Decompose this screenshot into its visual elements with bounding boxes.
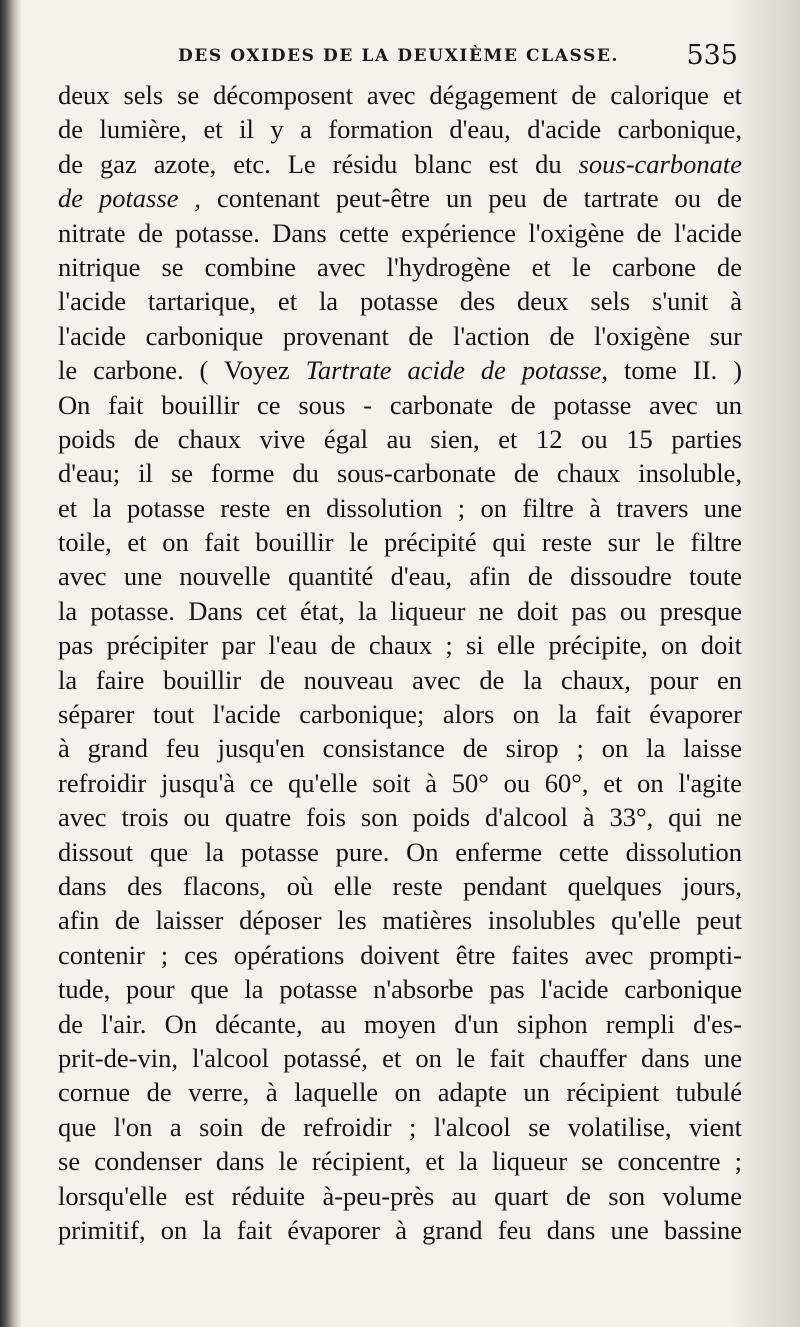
text-segment: et la potasse reste en dissolution ; on filtre à travers une	[58, 492, 742, 523]
text-segment: de l'air. On décante, au moyen d'un siphon rempli d'es-	[58, 1008, 742, 1039]
text-line	[58, 835, 742, 869]
text-segment: pas précipiter par l'eau de chaux ; si elle précipite, on doit	[58, 630, 742, 661]
text-line	[58, 1007, 742, 1041]
text-segment: d'eau; il se forme du sous-carbonate de chaux insoluble,	[58, 458, 742, 489]
body-text	[58, 78, 742, 1247]
text-segment: primitif, on la fait évaporer à grand feu dans une bassine	[58, 1214, 742, 1245]
text-segment: On fait bouillir ce sous - carbonate de potasse avec un	[58, 389, 742, 420]
text-line	[58, 250, 742, 284]
text-segment: contenir ; ces opérations doivent être faites avec prompti-	[58, 939, 742, 970]
text-segment: à grand feu jusqu'en consistance de sirop ; on la laisse	[58, 733, 742, 764]
running-head	[60, 40, 746, 80]
text-segment: dissout que la potasse pure. On enferme cette dissolution	[58, 836, 742, 867]
text-segment: séparer tout l'acide carbonique; alors on la fait évaporer	[58, 699, 742, 730]
text-line	[58, 1110, 742, 1144]
text-segment: afin de laisser déposer les matières insolubles qu'elle peut	[58, 905, 742, 936]
text-line	[58, 938, 742, 972]
text-line	[58, 491, 742, 525]
page-gutter-shadow	[0, 0, 22, 1327]
italic-text: sous-carbonate	[578, 148, 742, 179]
text-segment: contenant peut-être un peu de tartrate ou de	[201, 183, 742, 214]
text-line	[58, 594, 742, 628]
text-line	[58, 1075, 742, 1109]
text-segment: de gaz azote, etc. Le résidu blanc est du	[58, 148, 579, 179]
text-segment: prit-de-vin, l'alcool potassé, et on le fait chauffer dans une	[58, 1042, 742, 1073]
text-line	[58, 903, 742, 937]
text-line	[58, 112, 742, 146]
text-segment: deux sels se décomposent avec dégagement de calorique et	[58, 80, 742, 110]
text-line	[58, 319, 742, 353]
text-line	[58, 697, 742, 731]
text-segment: nitrate de potasse. Dans cette expérience l'oxigène de l'acide	[58, 217, 742, 248]
text-segment: la faire bouillir de nouveau avec de la chaux, pour en	[58, 664, 742, 695]
running-title: DES OXIDES DE LA DEUXIÈME CLASSE.	[178, 46, 619, 66]
text-segment: avec trois ou quatre fois son poids d'alcool à 33°, qui ne	[58, 802, 742, 833]
text-segment: la potasse. Dans cet état, la liqueur ne doit pas ou presque	[58, 595, 742, 626]
text-line	[58, 800, 742, 834]
text-segment: lorsqu'elle est réduite à-peu-près au quart de son volume	[58, 1180, 742, 1211]
text-line	[58, 663, 742, 697]
page-number: 535	[686, 40, 738, 71]
text-line	[58, 1041, 742, 1075]
text-line	[58, 525, 742, 559]
text-line	[58, 147, 742, 181]
text-segment: , tome II. )	[601, 355, 742, 386]
text-line	[58, 422, 742, 456]
text-segment: avec une nouvelle quantité d'eau, afin de dissoudre toute	[58, 561, 742, 592]
text-line	[58, 972, 742, 1006]
text-segment: se condenser dans le récipient, et la liqueur se concentre ;	[58, 1146, 742, 1177]
text-segment: dans des flacons, où elle reste pendant quelques jours,	[58, 870, 742, 901]
text-line	[58, 353, 742, 387]
text-segment: de lumière, et il y a formation d'eau, d'acide carbonique,	[58, 114, 742, 145]
text-line	[58, 284, 742, 318]
text-segment: l'acide carbonique provenant de l'action de l'oxigène sur	[58, 320, 742, 351]
text-segment: toile, et on fait bouillir le précipité qui reste sur le filtre	[58, 527, 742, 558]
text-line	[58, 731, 742, 765]
text-line	[58, 388, 742, 422]
text-line	[58, 1144, 742, 1178]
text-line	[58, 1213, 742, 1247]
text-line	[58, 559, 742, 593]
text-segment: refroidir jusqu'à ce qu'elle soit à 50° ou 60°, et on l'agite	[58, 767, 742, 798]
text-line	[58, 869, 742, 903]
text-line	[58, 181, 742, 215]
text-line	[58, 456, 742, 490]
text-line	[58, 766, 742, 800]
text-segment: nitrique se combine avec l'hydrogène et le carbone de	[58, 251, 742, 282]
text-segment: cornue de verre, à laquelle on adapte un récipient tubulé	[58, 1077, 742, 1108]
text-line	[58, 1179, 742, 1213]
italic-text: de potasse ,	[58, 183, 202, 214]
italic-text: Tartrate acide de potasse	[305, 355, 602, 386]
text-segment: l'acide tartarique, et la potasse des deux sels s'unit à	[58, 286, 742, 317]
text-segment: le carbone. ( Voyez	[58, 355, 306, 386]
text-segment: poids de chaux vive égal au sien, et 12 ou 15 parties	[58, 423, 742, 454]
text-segment: que l'on a soin de refroidir ; l'alcool se volatilise, vient	[58, 1111, 742, 1142]
text-line	[58, 628, 742, 662]
text-line	[58, 78, 742, 112]
text-line	[58, 216, 742, 250]
text-segment: tude, pour que la potasse n'absorbe pas l'acide carbonique	[58, 974, 742, 1005]
